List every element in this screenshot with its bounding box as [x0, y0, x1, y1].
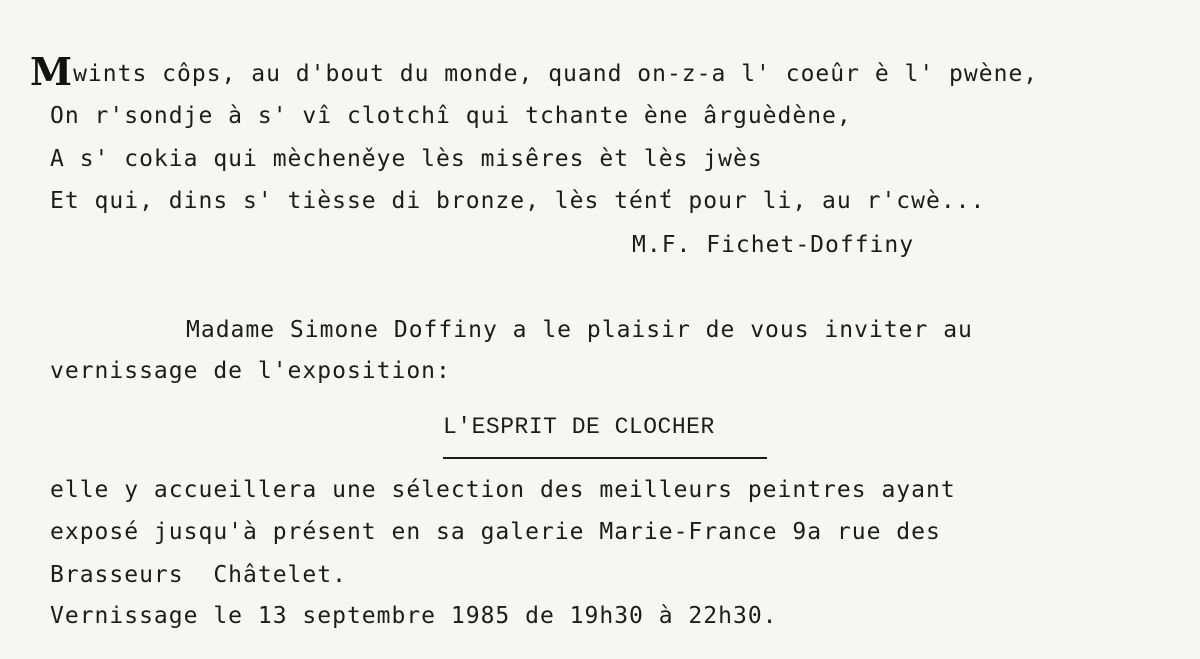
invitation-line-4: exposé jusqu'à présent en sa galerie Marie-France 9a rue des — [50, 519, 941, 545]
poem-line-2: On r'sondje à s' vî clotchî qui tchante ène ârguèdène, — [50, 103, 852, 129]
title-underline — [443, 457, 767, 459]
poem-line-3: A s' cokia qui mècheněye lès misêres èt lès jwès — [50, 146, 763, 172]
invitation-line-6: Vernissage le 13 septembre 1985 de 19h30 à 22h30. — [50, 603, 778, 629]
poem-line-1-text: wints côps, au d'bout du monde, quand on-z-a l' coeûr è l' pwène, — [73, 61, 1039, 87]
drop-cap-initial: M — [30, 49, 73, 94]
invitation-line-2: vernissage de l'exposition: — [50, 358, 451, 384]
poem-line-1 — [30, 49, 1039, 94]
poem-author: M.F. Fichet-Doffiny — [632, 232, 915, 258]
invitation-line-1: Madame Simone Doffiny a le plaisir de vous inviter au — [186, 317, 973, 343]
exhibition-title: L'ESPRIT DE CLOCHER — [443, 414, 715, 440]
poem-line-4: Et qui, dins s' tièsse di bronze, lès ténť pour li, au r'cwè... — [50, 188, 986, 214]
invitation-line-5: Brasseurs Châtelet. — [50, 562, 347, 588]
invitation-line-3: elle y accueillera une sélection des meilleurs peintres ayant — [50, 477, 956, 503]
